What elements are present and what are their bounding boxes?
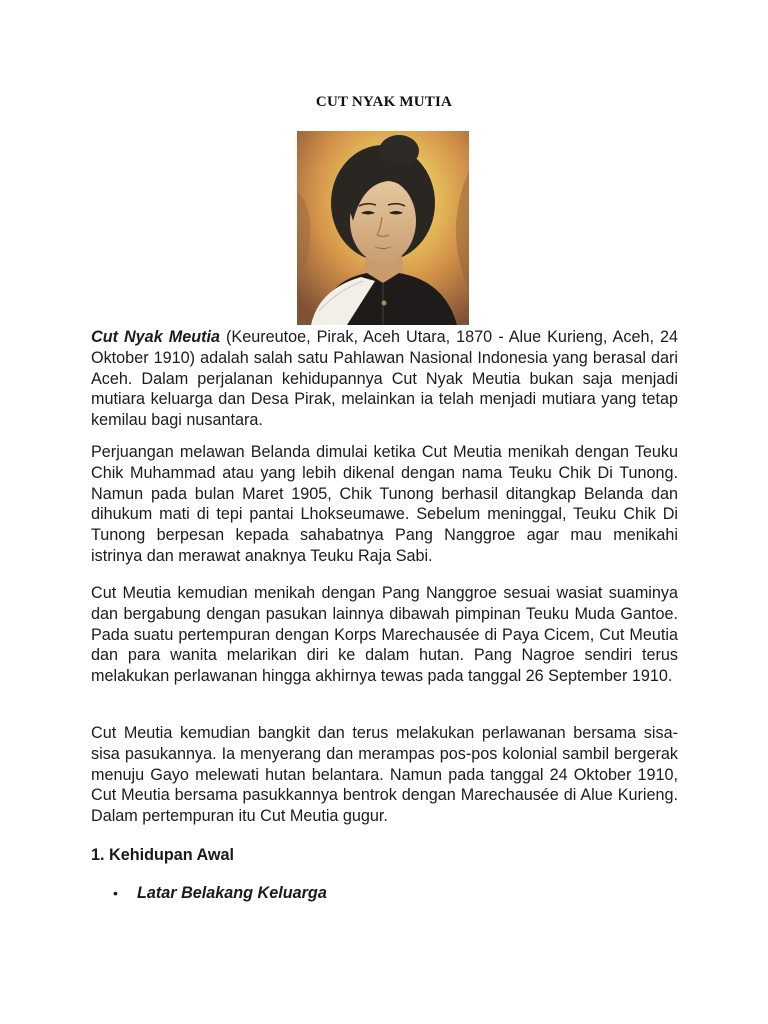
section-heading: 1. Kehidupan Awal [91, 846, 235, 864]
bullet-label: Latar Belakang Keluarga [137, 884, 327, 902]
paragraph-intro [91, 327, 678, 431]
subject-name: Cut Nyak Meutia [91, 328, 220, 346]
bullet-icon: • [113, 885, 118, 901]
paragraph-struggle: Perjuangan melawan Belanda dimulai ketika Cut Meutia menikah dengan Teuku Chik Muhammad atau yang lebih dikenal dengan nama Teuku Chik Di Tunong. Namun pada bulan Maret 1905, Chik Tunong berhasil ditangkap Belanda dan dihukum mati di tepi pantai Lhokseumawe. Sebelum meninggal, Teuku Chik Di Tunong berpesan kepada sahabatnya Pang Nanggroe agar mau menikahi istrinya dan merawat anaknya Teuku Raja Sabi. [91, 443, 678, 565]
bullet-list-item [113, 884, 327, 903]
document-title: CUT NYAK MUTIA [315, 94, 453, 110]
paragraph-intro-text: (Keureutoe, Pirak, Aceh Utara, 1870 - Alue Kurieng, Aceh, 24 Oktober 1910) adalah salah satu Pahlawan Nasional Indonesia yang berasal dari Aceh. Dalam perjalanan kehidupannya Cut Nyak Meutia bukan saja menjadi mutiara keluarga dan Desa Pirak, melainkan ia telah menjadi mutiara yang tetap kemilau bagi nusantara. [91, 328, 678, 430]
portrait-image [297, 131, 469, 325]
paragraph-second-marriage: Cut Meutia kemudian menikah dengan Pang Nanggroe sesuai wasiat suaminya dan bergabung dengan pasukan lainnya dibawah pimpinan Teuku Muda Gantoe. Pada suatu pertempuran dengan Korps Marechausée di Paya Cicem, Cut Meutia dan para wanita melarikan diri ke dalam hutan. Pang Nagroe sendiri terus melakukan perlawanan hingga akhirnya tewas pada tanggal 26 September 1910. [91, 584, 678, 686]
paragraph-death: Cut Meutia kemudian bangkit dan terus melakukan perlawanan bersama sisa-sisa pasukannya. Ia menyerang dan merampas pos-pos kolonial sambil bergerak menuju Gayo melewati hutan belantara. Namun pada tanggal 24 Oktober 1910, Cut Meutia bersama pasukkannya bentrok dengan Marechausée di Alue Kurieng. Dalam pertempuran itu Cut Meutia gugur. [91, 724, 678, 826]
